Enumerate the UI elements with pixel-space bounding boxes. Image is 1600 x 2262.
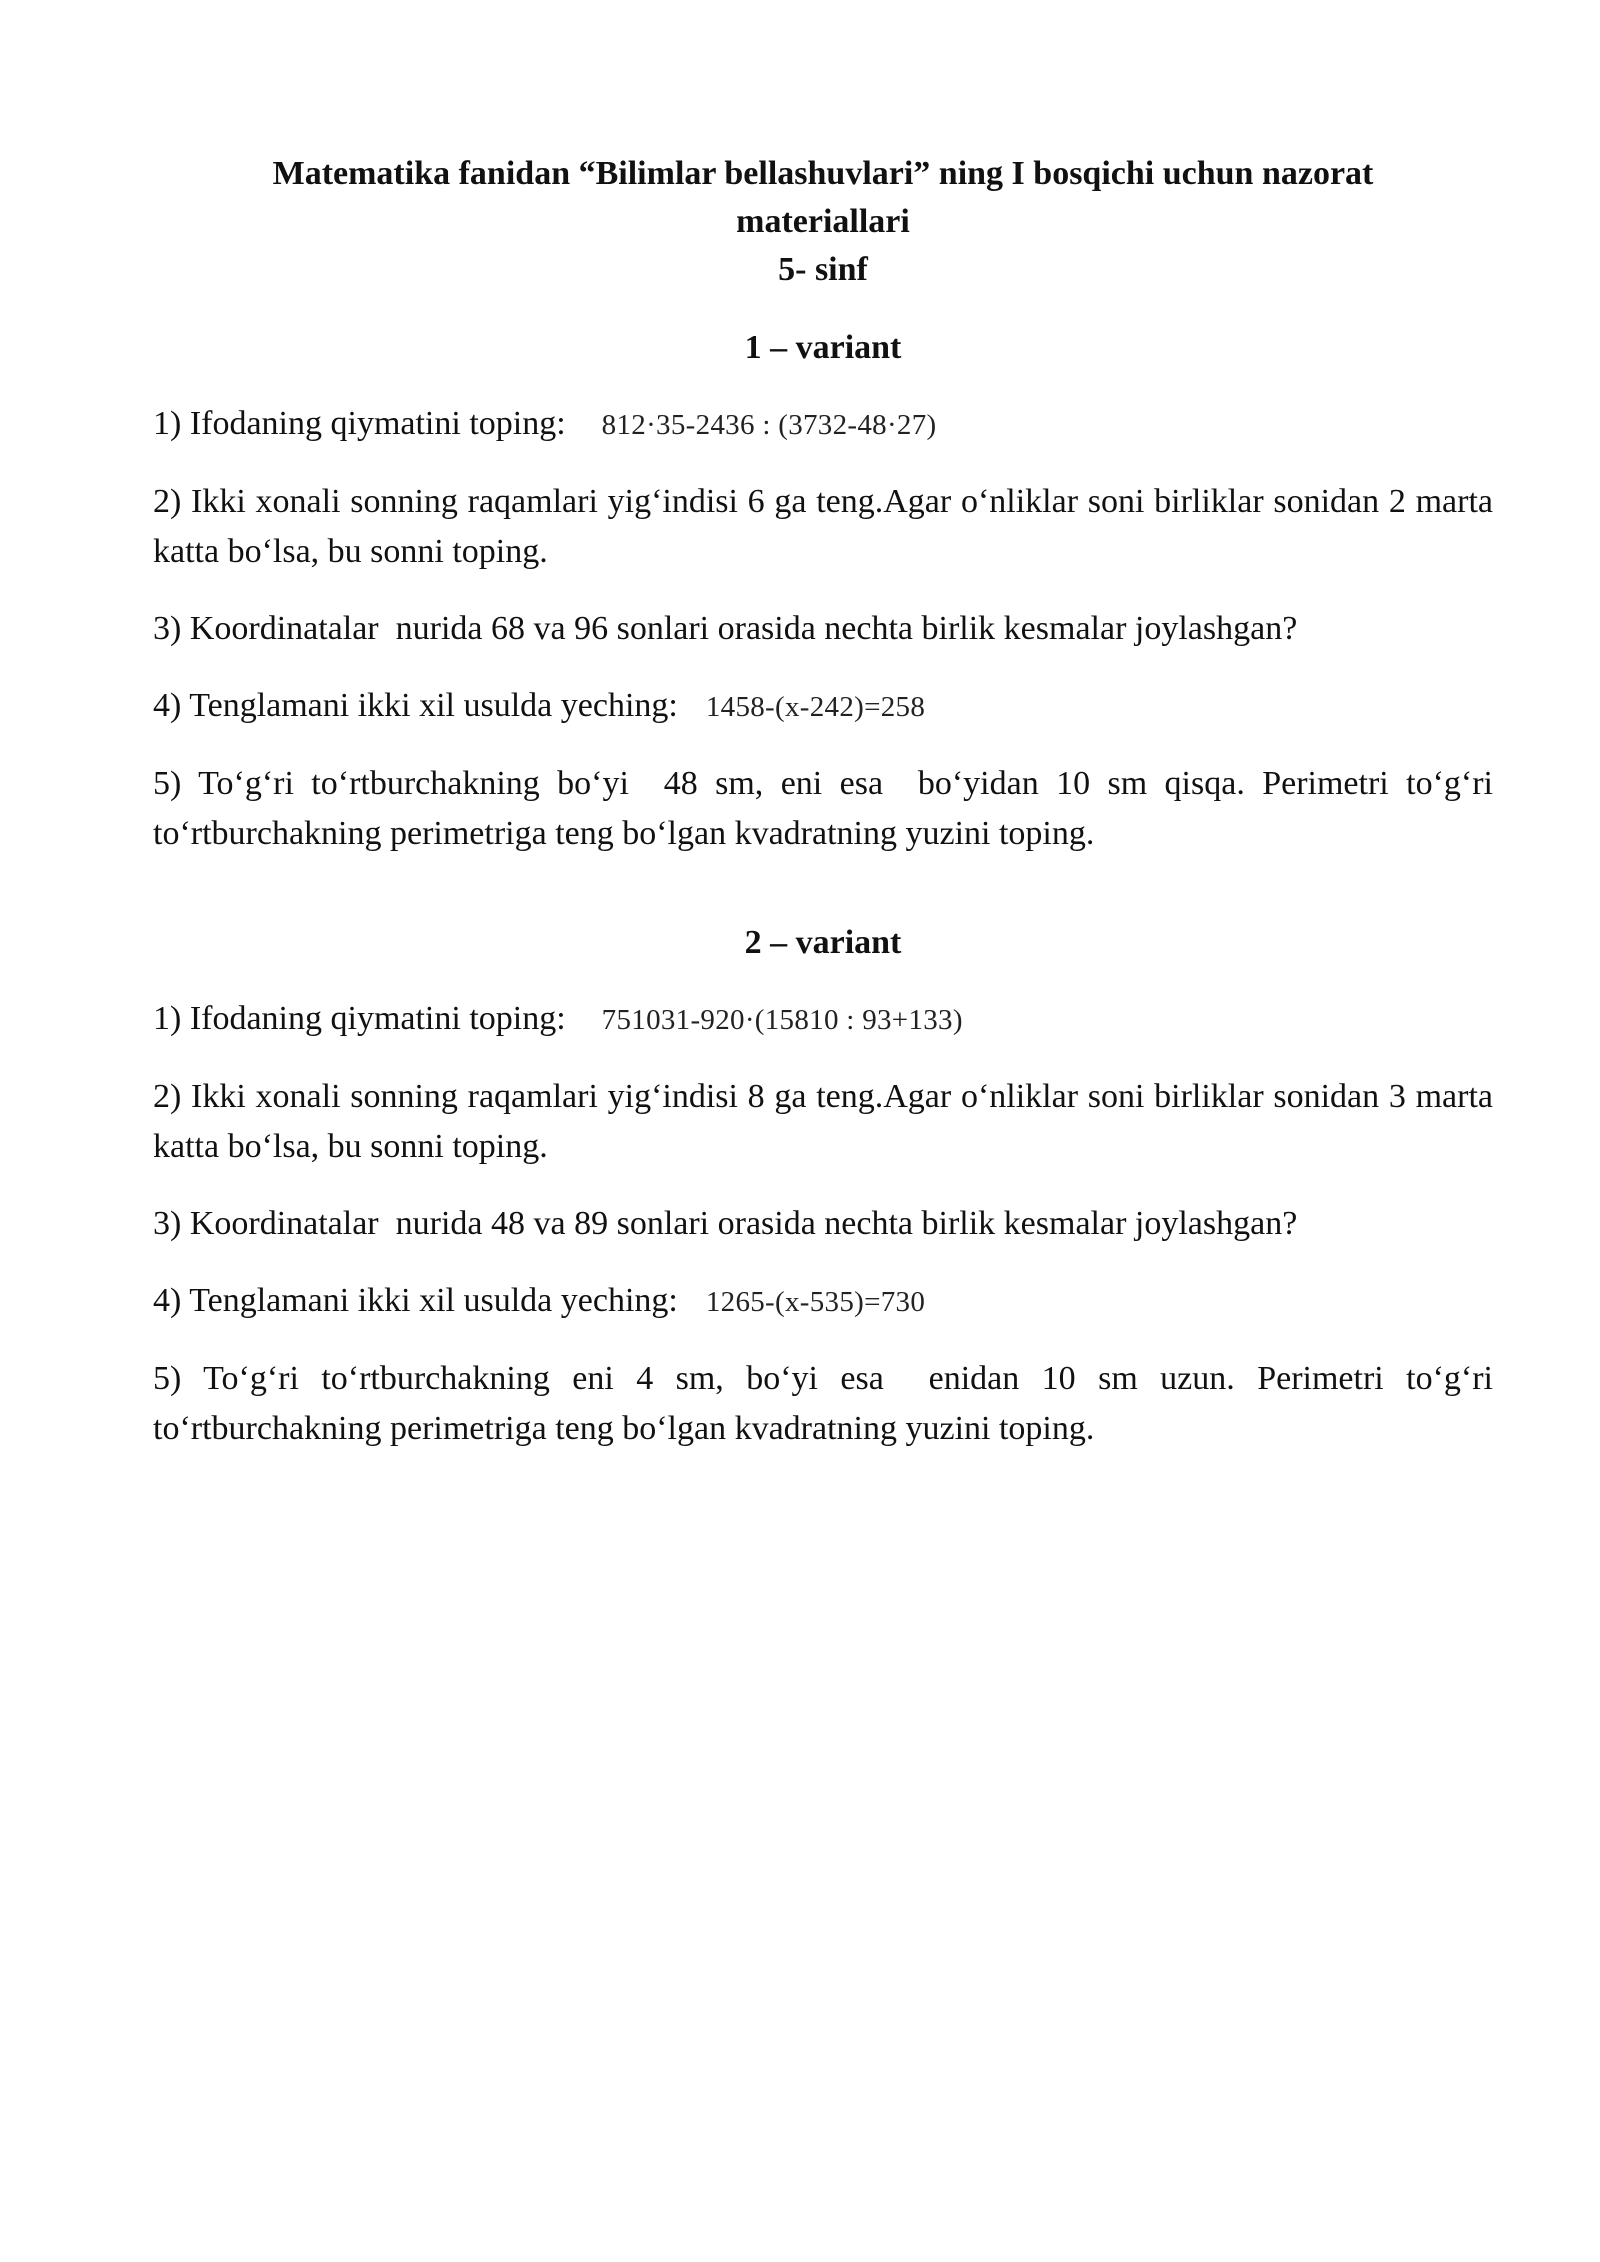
problem-3: 3) Koordinatalar nurida 48 va 89 sonlari orasida nechta birlik kesmalar joylashgan?	[153, 1205, 1298, 1242]
problem-4	[153, 1276, 1493, 1327]
math-expression: 751031-920·(15810 : 93+133)	[601, 1004, 963, 1036]
grade-label: 5- sinf	[778, 251, 868, 288]
math-expression: 812·35-2436 : (3732-48·27)	[601, 409, 937, 441]
problem-text: 4) Tenglamani ikki xil usulda yeching:	[153, 687, 678, 724]
problem-text: 1) Ifodaning qiymatini toping:	[153, 1000, 566, 1037]
variant-2-section	[153, 919, 1502, 1454]
problem-2: 2) Ikki xonali sonning raqamlari yig‘indisi 6 ga teng.Agar o‘nliklar soni birliklar sonidan 2 marta katta bo‘lsa, bu sonni toping.	[153, 483, 1493, 570]
document-page	[153, 150, 1502, 1454]
math-equation: 1265-(x-535)=730	[705, 1286, 926, 1318]
problem-4	[153, 681, 1493, 732]
problem-text: 4) Tenglamani ikki xil usulda yeching:	[153, 1282, 678, 1319]
math-equation: 1458-(x-242)=258	[705, 691, 926, 723]
problem-5: 5) To‘g‘ri to‘rtburchakning eni 4 sm, bo‘yi esa enidan 10 sm uzun. Perimetri to‘g‘ri to‘rtburchakning perimetriga teng bo‘lgan kvadratning yuzini toping.	[153, 1360, 1502, 1447]
problem-1	[153, 399, 1493, 450]
problem-1	[153, 994, 1493, 1045]
problem-3: 3) Koordinatalar nurida 68 va 96 sonlari orasida nechta birlik kesmalar joylashgan?	[153, 610, 1298, 647]
variant-1-section	[153, 324, 1502, 859]
document-title-line2: materiallari	[736, 203, 910, 240]
problem-5: 5) To‘g‘ri to‘rtburchakning bo‘yi 48 sm, eni esa bo‘yidan 10 sm qisqa. Perimetri to‘g‘ri to‘rtburchakning perimetriga teng bo‘lgan kvadratning yuzini toping.	[153, 765, 1502, 852]
document-title-line1: Matematika fanidan “Bilimlar bellashuvlari” ning I bosqichi uchun nazorat	[272, 155, 1374, 192]
problem-2: 2) Ikki xonali sonning raqamlari yig‘indisi 8 ga teng.Agar o‘nliklar soni birliklar sonidan 3 marta katta bo‘lsa, bu sonni toping.	[153, 1078, 1493, 1165]
variant-heading: 1 – variant	[744, 329, 902, 366]
variant-heading: 2 – variant	[744, 924, 902, 961]
problem-text: 1) Ifodaning qiymatini toping:	[153, 405, 566, 442]
